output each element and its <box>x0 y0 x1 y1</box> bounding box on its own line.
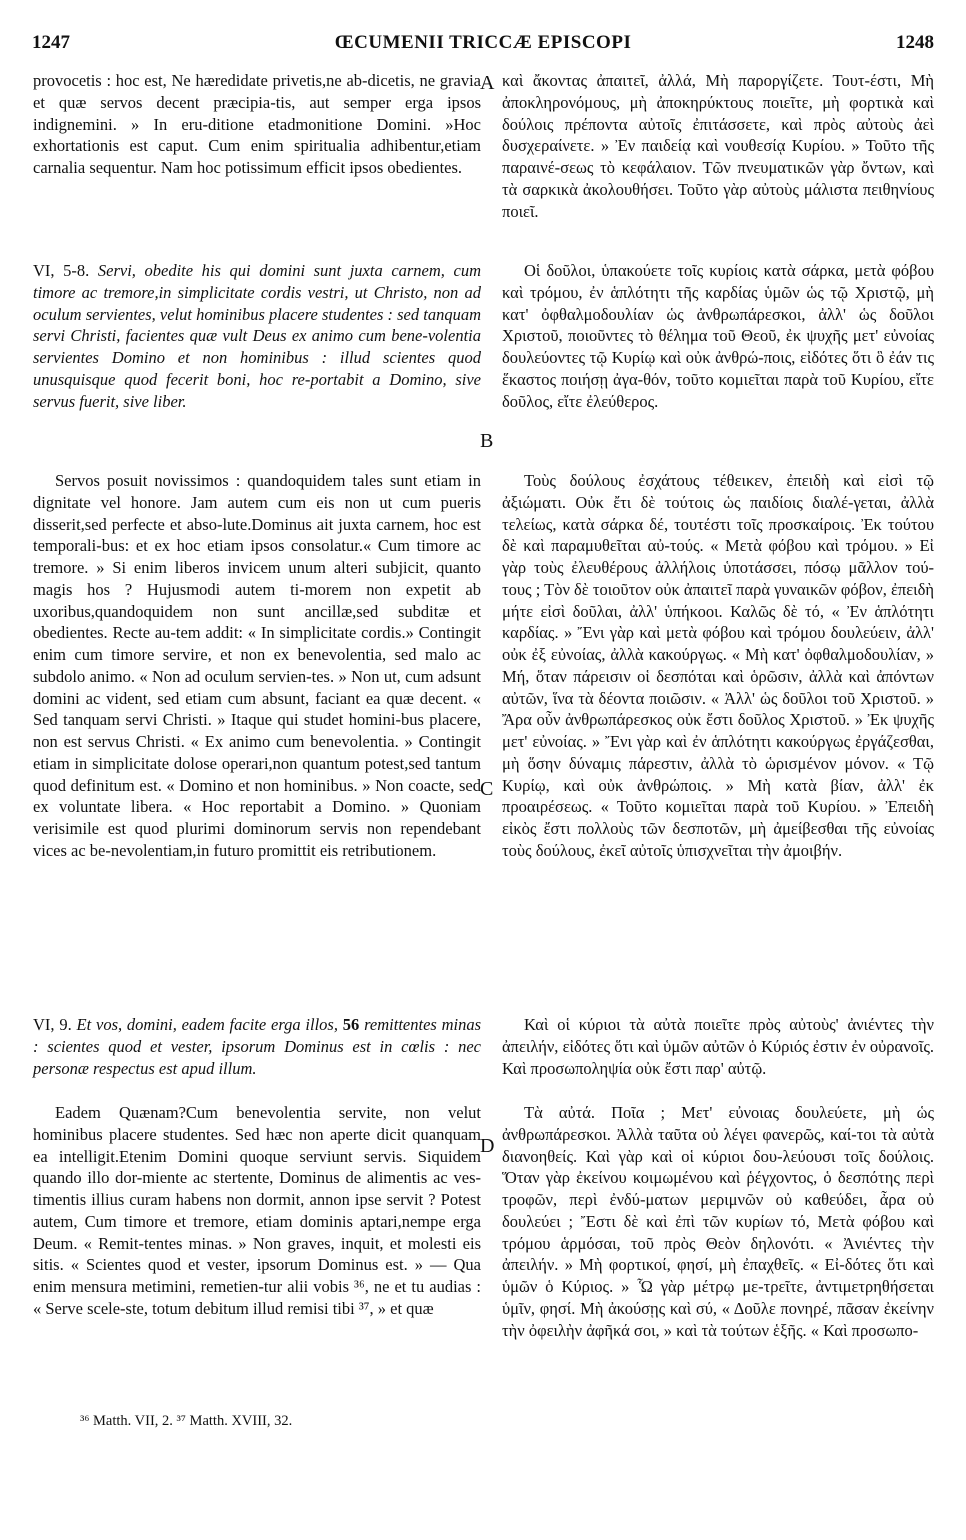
verse-reference: VI, 5-8. <box>33 261 90 280</box>
greek-text: Τοὺς δούλους ἐσχάτους τέθεικεν, ἐπειδὴ καὶ εἰσὶ τῷ ἀξιώματι. Οὐκ ἔτι δὲ τούτοις ὡς παιδίοις διαλέ-γεται, ἀλλὰ τελείως, κατὰ σάρκα δέ, τουτέστι τοῖς προσκαίροις. Ἐκ τούτου δὲ καὶ παραμυθεῖται αὐ-τούς. « Μετὰ φόβου καὶ τρόμου. » Εἰ γὰρ τοὺς ἐλευθέρους ἀλλήλοις ὑποτάσσει, πόσῳ μᾶλλον τού-τους ; Τὸν δὲ τοιοῦτον οὐκ ἀπαιτεῖ παρὰ γυναικῶν φόβον, ἐπειδὴ μήτε εἰσὶ δοῦλαι, ἀλλ' ὑπήκοοι. Καλῶς δὲ τό, « Ἐν ἁπλότητι καρδίας. » Ἔνι γὰρ καὶ μετὰ φόβου καὶ τρόμου δουλεύειν, ἀλλ' οὐκ ἐξ εὐνοίας, ἀλλὰ κακούργως. « Μὴ κατ' ὀφθαλμοδουλίαν, » Μή, ὅταν πάρεισιν οἱ δεσπόται καὶ ὁρῶσιν, ἀλλὰ καὶ ἀπόντων αὐτῶν, ἵνα τὰ δέοντα ποιῶσιν. « Ἀλλ' ὡς δοῦλοι τοῦ Χριστοῦ. » Ἄρα οὖν ἀνθρωπάρεσκος οὐκ ἔστι δοῦλος Χριστοῦ. » Ἐκ ψυχῆς μετ' εὐνοίας. » Ἔνι γὰρ καὶ ἐν ἁπλότητι κακούργως ἐργάζεσθαι, μὴ ὅσην δύναμις πάρεστιν, ἀλλὰ τὸ ὡρισμένον μόνον. « Τῷ Κυρίῳ, καὶ οὐκ ἀνθρώποις. » Μὴ κατὰ βίαν, ἀλλ' ἐκ προαιρέσεως. « Τοῦτο κομιεῖται παρὰ τοῦ Κυρίου. » Ἐπειδὴ εἰκὸς ἔστι πολλοὺς τῶν δεσποτῶν, μὴ ἀμείβεσθαι τῆς εὐνοίας τοὺς δούλους, ἐκεῖ αὐτοῖς ὑπισχνεῖται τὴν ἀμοιβήν. <box>502 471 935 860</box>
greek-text: Καὶ οἱ κύριοι τὰ αὐτὰ ποιεῖτε πρὸς αὐτοὺς' ἀνιέντες τὴν ἀπειλήν, εἰδότες ὅτι καὶ ὑμῶν αὐτῶν ὁ Κύριός ἐστιν ἐν οὐρανοῖς. Καὶ προσωποληψία οὐκ ἔστι παρ' αὐτῷ. <box>502 1015 934 1078</box>
verse-reference: VI, 9. <box>33 1015 72 1034</box>
latin-verse-6-9 <box>33 1014 481 1079</box>
latin-paragraph-1 <box>33 70 481 179</box>
verse-text <box>33 1014 481 1079</box>
latin-text: Servos posuit novissimos : quandoquidem tales sunt etiam in dignitate vel honore. Jam autem cum eis non ut cum pueris disserit,sed perfecte et abso-lute.Dominus ait juxta carnem, hoc est temporali-bus: et ex hoc etiam ipsos consolatur.« Cum timore ac tremore. » Si enim liberos invicem unum alteri subjicit, quanto magis hos ? Hujusmodi autem ti-morem non expetit ab uxoribus,quandoquidem non sunt ancillæ,sed subditæ et obedientes. Recte au-tem addit: « In simplicitate cordis.» Contingit enim cum timore servire, et non ex benevolentia, sed malo ac subdolo animo. « Non ad oculum servien-tes. » Non ut, cum adsunt domini ac vident, sed etiam cum absunt, faciant ea quæ decent. « Sed tanquam servi Christi. » Itaque qui studet homini-bus placere, non est servus Christi. « Ex animo cum benevolentia. » Contingit etiam in simplicitate dolose operari,non quantum potest,sed tantum quod definitum est. « Domino et non hominibus. » Non coacte, sed ex voluntate libera. « Hoc reportabit a Domino. » Quoniam verisimile est quod plurimi dominorum servis non rependebant vices ac be-nevolentiam,in futuro promittit eis retributionem. <box>33 471 481 860</box>
greek-paragraph-1 <box>502 70 934 222</box>
greek-verse-6-5-8 <box>502 260 934 412</box>
greek-verse-6-9 <box>502 1014 934 1079</box>
latin-commentary-servants <box>33 470 481 862</box>
greek-commentary-masters <box>502 1102 934 1341</box>
page-number-left: 1247 <box>32 32 70 53</box>
greek-commentary-servants <box>502 470 934 862</box>
running-title: ŒCUMENII TRICCÆ EPISCOPI <box>334 32 632 53</box>
running-header <box>32 32 934 58</box>
section-marker-c: C <box>480 778 494 800</box>
latin-verse-6-5-8 <box>33 260 481 412</box>
column-number: 56 <box>342 1015 360 1034</box>
page-number-right: 1248 <box>896 32 934 53</box>
verse-quotation: Et vos, domini, eadem facite erga illos, <box>76 1015 338 1034</box>
verse-quotation: Servi, obedite his qui domini sunt juxta carnem, cum timore ac tremore,in simplicitate cordis vestri, ut Christo, non ad oculum servientes, velut hominibus placere studentes : sed tanquam servi Christi, facientes quæ vult Deus ex animo cum bene-volentia servientes Domino et non hominibus : illud scientes quod unusquisque quod fecerit boni, hoc re-portabit a Domino, sive servus fuerit, sive liber. <box>33 261 482 411</box>
latin-text: Eadem Quænam?Cum benevolentia servite, non velut hominibus placere studentes. Sed hæc non aperte dicit quanquam ea intelligit.Etenim Domini quoque serviunt servis. Siquidem quando illo dor-miente ac stertente, Dominus de alimentis ac ves-timentis illius curam habens non dormit, annon ipse servit ? Potest autem, Cum timore et tremore, etiam dominis aptari,nempe erga Deum. « Remit-tentes minas. » Non graves, inquit, et molesti eis sitis. « Scientes quod et vester, ipsorum Dominus est. » — Qua enim mensura metimini, remetien-tur alii vobis ³⁶, ne et tu audias : « Serve scele-ste, totum debitum illud remisi tibi ³⁷, » et quæ <box>33 1103 481 1318</box>
latin-commentary-masters <box>33 1102 481 1320</box>
greek-text: καὶ ἄκοντας ἀπαιτεῖ, ἀλλά, Μὴ παροργίζετε. Τουτ-έστι, Μὴ ἀποκληρονόμους, μὴ ἀποκηρύκτους ποιεῖτε, μὴ φορτικὰ καὶ δούλοις πρέποντα αὐτοῖς ἐπιτάσσετε, καὶ πρὸς αὐτοὺς ἀεὶ δυσχεραίνετε. » Ἐν παιδείᾳ καὶ νουθεσίᾳ Κυρίου. » Τοῦτο τῆς παραινέ-σεως τὸ κεφάλαιον. Τῶν πνευματικῶν γὰρ ὄντων, καὶ τὰ σαρκικὰ ἀκολουθήσει. Τοῦτο γὰρ αὐτοὺς μάλιστα πειθηνίους ποιεῖ. <box>502 71 934 221</box>
footnotes: ³⁶ Matth. VII, 2. ³⁷ Matth. XVIII, 32. <box>80 1413 293 1429</box>
section-marker-d: D <box>480 1135 495 1157</box>
greek-text: Τὰ αὐτά. Ποῖα ; Μετ' εὐνοιας δουλεύετε, μὴ ὡς ἀνθρωπάρεσκοι. Ἀλλὰ ταῦτα οὐ λέγει φανερῶς, καί-τοι τὰ αὐτὰ διανοηθείς. Καὶ γὰρ καὶ οἱ κύριοι δου-λεύουσι τοῖς δούλοις. Ὅταν γὰρ ἐκείνου κοιμωμένου καὶ ῥέγχοντος, ὁ δεσπότης περὶ τροφῶν, περὶ ἐνδύ-ματων μεριμνῶν οὐ καθεύδει, ἆρα οὐ δουλεύει ; Ἔστι δὲ καὶ ἐπὶ τῶν κυρίων τό, Μετὰ φόβου καὶ τρόμου ἁρμόσαι, τοῦ πρὸς Θεὸν δηλονότι. « Ἀνιέντες τὴν ἀπειλήν. » Μὴ φορτικοί, φησί, μὴ ἐπαχθεῖς. « Εἰ-δότες ὅτι καὶ ὑμῶν ὁ Κύριος. » Ὧ γὰρ μέτρῳ με-τρεῖτε, ἀντιμετρηθήσεται ὑμῖν, φησί. Μὴ ἀκούσῃς καὶ σύ, « Δοῦλε πονηρέ, πᾶσαν ἐκείνην τὴν ὀφειλὴν ἀφῆκά σοι, » καὶ τὰ τούτων ἑξῆς. « Καὶ προσωπο- <box>502 1103 934 1340</box>
greek-text: Οἱ δοῦλοι, ὑπακούετε τοῖς κυρίοις κατὰ σάρκα, μετὰ φόβου καὶ τρόμου, ἐν ἁπλότητι τῆς καρδίας ὑμῶν ὡς τῷ Χριστῷ, μὴ κατ' ὀφθαλμοδουλίαν ὡς ἀνθρωπάρεσκοι, ἀλλ' ὡς δοῦλοι Χριστοῦ, ποιοῦντες τὸ θέλημα τοῦ Θεοῦ, ἐκ ψυχῆς μετ' εὐνοίας δουλεύοντες τῷ Κυρίῳ καὶ οὐκ ἀνθρώ-ποις, εἰδότες ὅτι ὃ ἐάν τις ἕκαστος ποιήσῃ ἀγα-θόν, τοῦτο κομιεῖται παρὰ τοῦ Κυρίου, εἴτε δοῦλος, εἴτε ἐλεύθερος. <box>502 261 934 411</box>
section-marker-a: A <box>480 72 495 94</box>
verse-text <box>33 260 481 412</box>
latin-text: provocetis : hoc est, Ne hæredidate privetis,ne ab-dicetis, ne gravia et quæ servos decent præcipia-tis, aut semper erga ipsos indignemini. » In eru-ditione etadmonitione Domini. »Hoc exhortationis est caput. Cum enim spiritualia adhibentur,etiam carnalia sequentur. Nam hoc potissimum efficit ipsos obedientes. <box>33 71 481 177</box>
verse-quotation-cont: remittentes minas : scientes quod et vester, ipsorum Dominus est in cœlis : nec personæ respectus est apud illum. <box>33 1015 482 1078</box>
section-marker-b: B <box>480 430 494 452</box>
